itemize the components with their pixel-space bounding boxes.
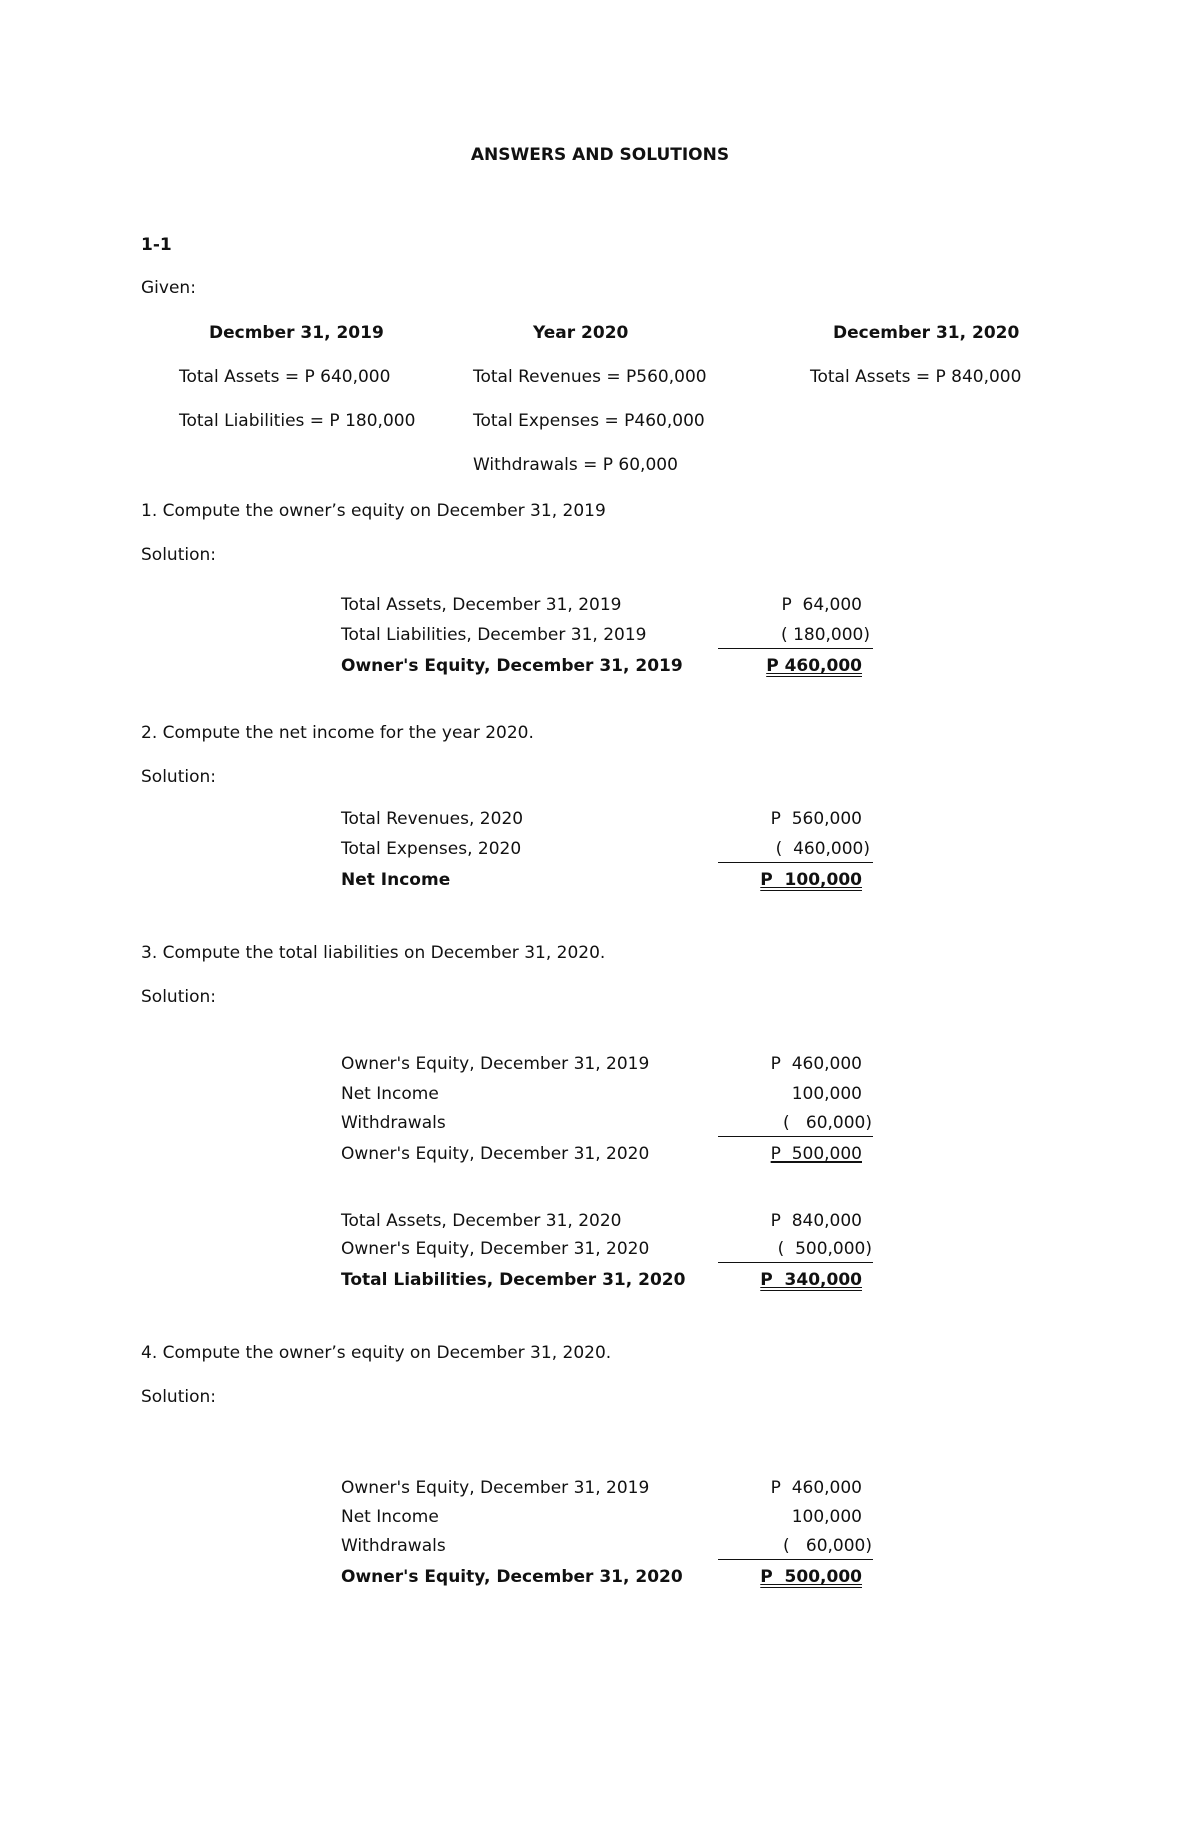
given-total-expenses: Total Expenses = P460,000 bbox=[473, 411, 705, 431]
q3-row-label: Net Income bbox=[341, 1084, 439, 1104]
q4-row-amount: ( 60,000) bbox=[783, 1536, 872, 1556]
subtotal-rule bbox=[718, 1559, 873, 1560]
question-3: 3. Compute the total liabilities on December 31, 2020. bbox=[141, 943, 606, 963]
given-col1-header: Decmber 31, 2019 bbox=[209, 323, 384, 343]
question-1: 1. Compute the owner’s equity on December 31, 2019 bbox=[141, 501, 606, 521]
q2-total-amount: P 100,000 bbox=[760, 870, 862, 890]
subtotal-rule bbox=[718, 862, 873, 863]
q4-row-label: Withdrawals bbox=[341, 1536, 446, 1556]
q3b-row-amount: P 840,000 bbox=[770, 1211, 862, 1231]
q3b-row-amount: ( 500,000) bbox=[777, 1239, 872, 1259]
given-col3-header: December 31, 2020 bbox=[833, 323, 1020, 343]
q2-total-label: Net Income bbox=[341, 870, 451, 890]
q1-row-label: Total Assets, December 31, 2019 bbox=[341, 595, 622, 615]
q3-row-label: Owner's Equity, December 31, 2019 bbox=[341, 1054, 650, 1074]
given-withdrawals: Withdrawals = P 60,000 bbox=[473, 455, 678, 475]
solution-label-1: Solution: bbox=[141, 545, 216, 565]
question-4: 4. Compute the owner’s equity on December 31, 2020. bbox=[141, 1343, 612, 1363]
q4-row-label: Owner's Equity, December 31, 2019 bbox=[341, 1478, 650, 1498]
q3-row-amount: P 460,000 bbox=[770, 1054, 862, 1074]
problem-number: 1-1 bbox=[141, 235, 172, 255]
q1-total-label: Owner's Equity, December 31, 2019 bbox=[341, 656, 683, 676]
q3-row-amount: 100,000 bbox=[791, 1084, 862, 1104]
q4-row-label: Net Income bbox=[341, 1507, 439, 1527]
q1-row-label: Total Liabilities, December 31, 2019 bbox=[341, 625, 647, 645]
q4-row-amount: P 460,000 bbox=[770, 1478, 862, 1498]
page-title: ANSWERS AND SOLUTIONS bbox=[470, 145, 730, 165]
q4-total-amount: P 500,000 bbox=[760, 1567, 862, 1587]
q3-row-amount: ( 60,000) bbox=[783, 1113, 872, 1133]
q1-total-amount: P 460,000 bbox=[766, 656, 862, 676]
q4-total-label: Owner's Equity, December 31, 2020 bbox=[341, 1567, 683, 1587]
solution-label-4: Solution: bbox=[141, 1387, 216, 1407]
q2-row-amount: ( 460,000) bbox=[775, 839, 870, 859]
q3-row-label: Withdrawals bbox=[341, 1113, 446, 1133]
given-total-revenues: Total Revenues = P560,000 bbox=[473, 367, 707, 387]
given-label: Given: bbox=[141, 278, 196, 298]
q2-row-amount: P 560,000 bbox=[770, 809, 862, 829]
subtotal-rule bbox=[718, 1136, 873, 1137]
q3-row-amount: P 500,000 bbox=[770, 1144, 862, 1164]
subtotal-rule bbox=[718, 648, 873, 649]
q3b-row-label: Owner's Equity, December 31, 2020 bbox=[341, 1239, 650, 1259]
q3-total-label: Total Liabilities, December 31, 2020 bbox=[341, 1270, 686, 1290]
q3-row-label: Owner's Equity, December 31, 2020 bbox=[341, 1144, 650, 1164]
solution-label-3: Solution: bbox=[141, 987, 216, 1007]
q3b-row-label: Total Assets, December 31, 2020 bbox=[341, 1211, 622, 1231]
q2-row-label: Total Revenues, 2020 bbox=[341, 809, 524, 829]
q1-row-amount: ( 180,000) bbox=[781, 625, 870, 645]
given-total-liabilities-2019: Total Liabilities = P 180,000 bbox=[179, 411, 416, 431]
given-col2-header: Year 2020 bbox=[533, 323, 629, 343]
subtotal-rule bbox=[718, 1262, 873, 1263]
q2-row-label: Total Expenses, 2020 bbox=[341, 839, 522, 859]
given-total-assets-2020: Total Assets = P 840,000 bbox=[810, 367, 1022, 387]
q3-total-amount: P 340,000 bbox=[760, 1270, 862, 1290]
q1-row-amount: P 64,000 bbox=[781, 595, 862, 615]
given-total-assets-2019: Total Assets = P 640,000 bbox=[179, 367, 391, 387]
question-2: 2. Compute the net income for the year 2020. bbox=[141, 723, 534, 743]
q4-row-amount: 100,000 bbox=[791, 1507, 862, 1527]
solution-label-2: Solution: bbox=[141, 767, 216, 787]
